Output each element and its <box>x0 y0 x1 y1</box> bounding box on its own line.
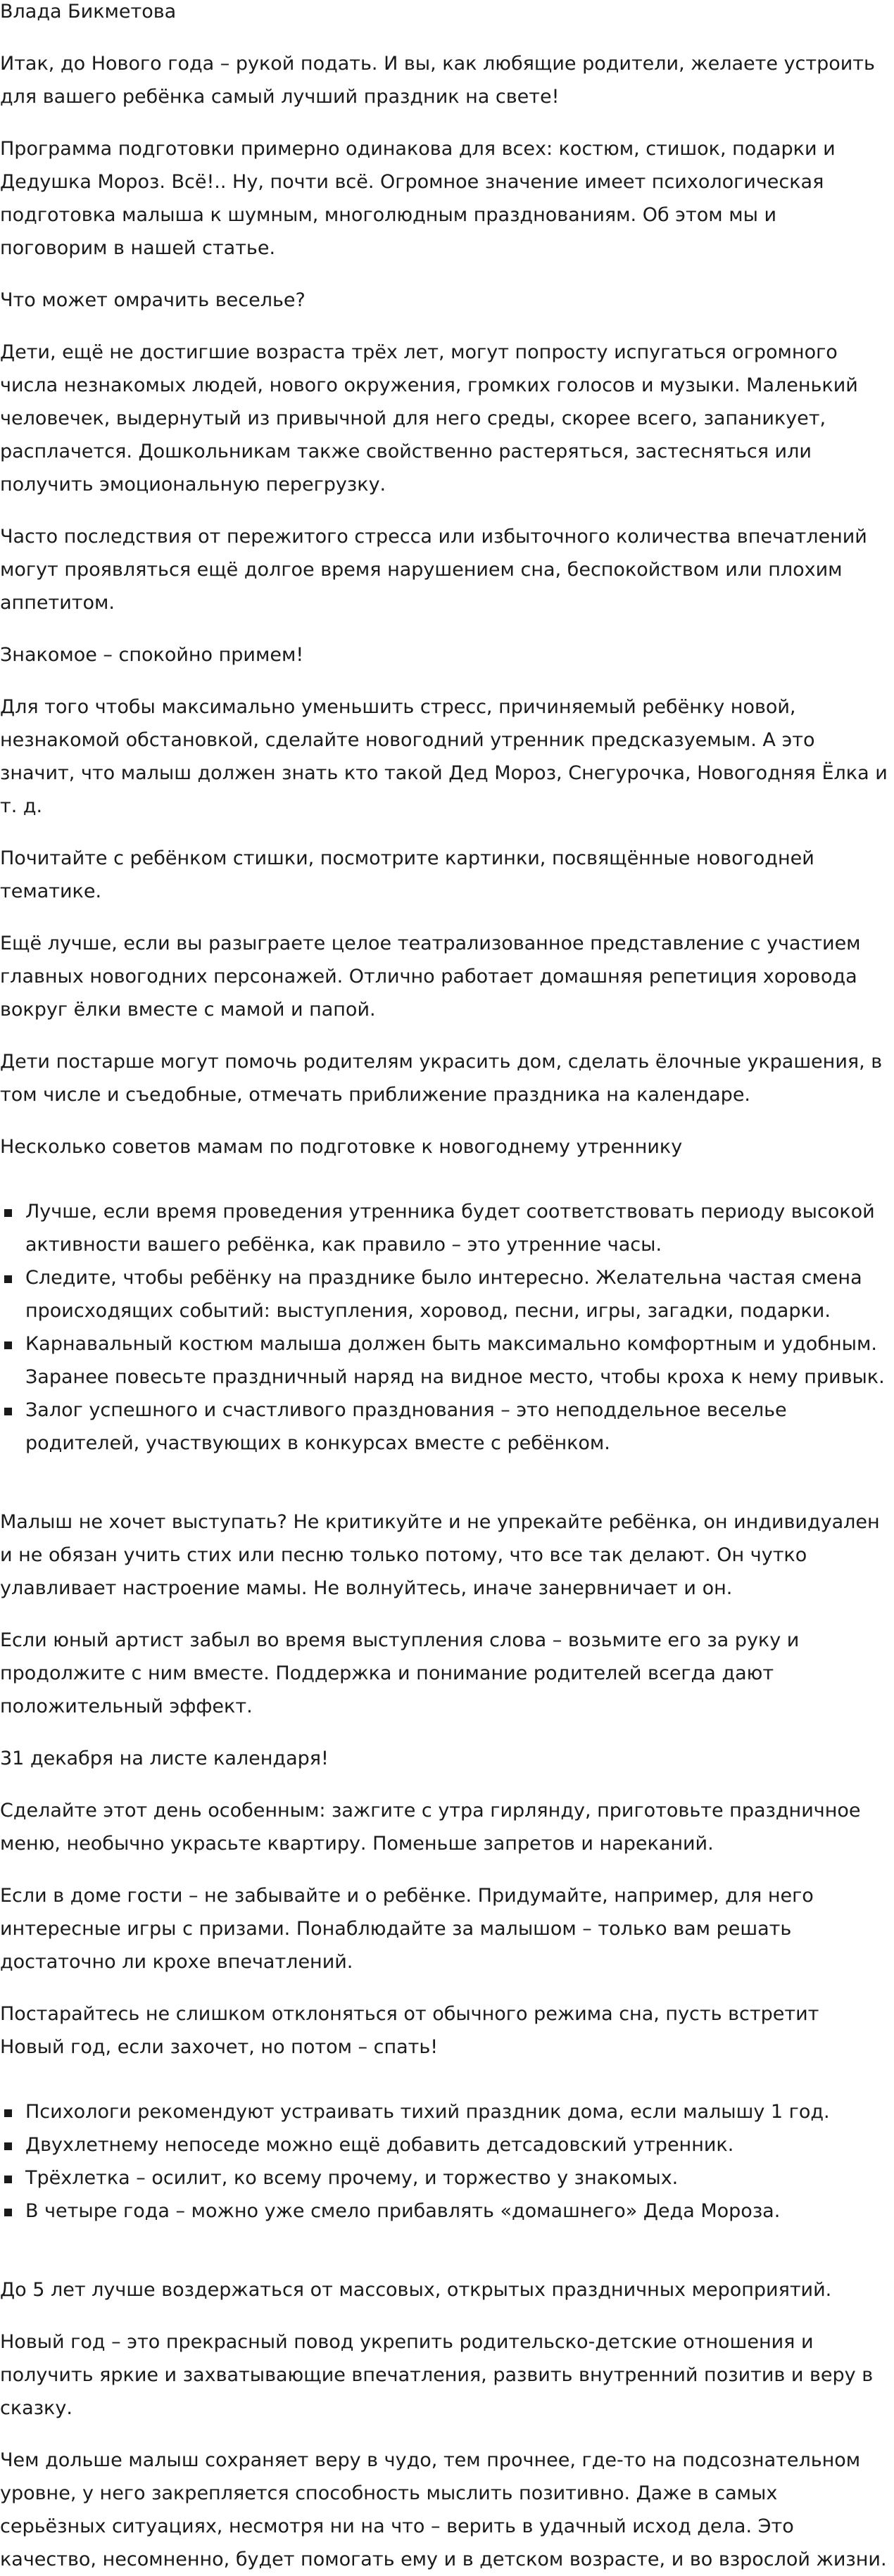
section-heading: Несколько советов мамам по подготовке к новогоднему утреннику <box>0 1136 683 1158</box>
list-item: Лучше, если время проведения утренника будет соответствовать периоду высокой активности вашего ребёнка, как правило – это утренние часы. <box>25 1195 888 1261</box>
paragraph: Программа подготовки примерно одинакова для всех: костюм, стишок, подарки и Дедушка Мороз. Всё!.. Ну, почти всё. Огромное значение имеет психологическая подготовка малыша к шумным, многолюдным празднованиям. Об этом мы и поговорим в нашей статье. <box>0 138 836 259</box>
paragraph: Если в доме гости – не забывайте и о ребёнке. Придумайте, например, для него интересные игры с призами. Понаблюдайте за малышом – только вам решать достаточно ли крохе впечатлений. <box>0 1885 814 1973</box>
paragraph: Часто последствия от пережитого стресса или избыточного количества впечатлений могут проявляться ещё долгое время нарушением сна, беспокойством или плохим аппетитом. <box>0 526 867 614</box>
list-item: Трёхлетка – осилит, ко всему прочему, и торжество у знакомых. <box>25 2161 888 2195</box>
list-item: В четыре года – можно уже смело прибавлять «домашнего» Деда Мороза. <box>25 2195 888 2228</box>
paragraph: Итак, до Нового года – рукой подать. И вы, как любящие родители, желаете устроить для вашего ребёнка самый лучший праздник на свете! <box>0 53 875 108</box>
paragraph: Постарайтесь не слишком отклоняться от обычного режима сна, пусть встретит Новый год, если захочет, но потом – спать! <box>0 2003 819 2058</box>
paragraph: Ещё лучше, если вы разыграете целое театрализованное представление с участием главных новогодних персонажей. Отлично работает домашняя репетиция хоровода вокруг ёлки вместе с мамой и папой. <box>0 933 861 1021</box>
list-item: Двухлетнему непоседе можно ещё добавить детсадовский утренник. <box>25 2128 888 2161</box>
paragraph: Новый год – это прекрасный повод укрепить родительско-детские отношения и получить яркие и захватывающие впечатления, развить внутренний позитив и веру в сказку. <box>0 2331 874 2419</box>
paragraph: Почитайте с ребёнком стишки, посмотрите картинки, посвящённые новогодней тематике. <box>0 847 814 902</box>
paragraph: До 5 лет лучше воздержаться от массовых, открытых праздничных мероприятий. <box>0 2279 832 2301</box>
paragraph: Дети, ещё не достигшие возраста трёх лет, могут попросту испугаться огромного числа незнакомых людей, нового окружения, громких голосов и музыки. Маленький человечек, выдернутый из привычной для него среды, скорее всего, запаникует, расплачется. Дошкольникам также свойственно растеряться, застесняться или получить эмоциональную перегрузку. <box>0 341 858 495</box>
list-item: Карнавальный костюм малыша должен быть максимально комфортным и удобным. Заранее повесьте праздничный наряд на видное место, чтобы кроха к нему привык. <box>25 1327 888 1394</box>
list-item: Психологи рекомендуют устраивать тихий праздник дома, если малышу 1 год. <box>25 2095 888 2128</box>
bullet-list <box>0 2095 888 2228</box>
list-item: Залог успешного и счастливого празднования – это неподдельное веселье родителей, участвующих в конкурсах вместе с ребёнком. <box>25 1394 888 1460</box>
paragraph: Для того чтобы максимально уменьшить стресс, причиняемый ребёнку новой, незнакомой обстановкой, сделайте новогодний утренник предсказуемым. А это значит, что малыш должен знать кто такой Дед Мороз, Снегурочка, Новогодняя Ёлка и т. д. <box>0 696 888 817</box>
section-heading: Знакомое – спокойно примем! <box>0 644 304 666</box>
bullet-list <box>0 1195 888 1460</box>
paragraph: Малыш не хочет выступать? Не критикуйте и не упрекайте ребёнка, он индивидуален и не обязан учить стих или песню только потому, что все так делают. Он чутко улавливает настроение мамы. Не волнуйтесь, иначе занервничает и он. <box>0 1511 880 1599</box>
paragraph: Дети постарше могут помочь родителям украсить дом, сделать ёлочные украшения, в том числе и съедобные, отмечать приближение праздника на календаре. <box>0 1051 883 1106</box>
paragraph: Сделайте этот день особенным: зажгите с утра гирлянду, приготовьте праздничное меню, необычно украсьте квартиру. Поменьше запретов и нареканий. <box>0 1800 861 1855</box>
section-heading: 31 декабря на листе календаря! <box>0 1748 329 1769</box>
paragraph: Чем дольше малыш сохраняет веру в чудо, тем прочнее, где-то на подсознательном уровне, у него закрепляется способность мыслить позитивно. Даже в самых серьёзных ситуациях, несмотря ни на что – верить в удачный исход дела. Это качество, несомненно, будет помогать ему и в детском возрасте, и во взрослой жизни. <box>0 2449 887 2570</box>
section-heading: Что может омрачить веселье? <box>0 289 306 311</box>
list-item: Следите, чтобы ребёнку на празднике было интересно. Желательна частая смена происходящих событий: выступления, хоровод, песни, игры, загадки, подарки. <box>25 1261 888 1327</box>
paragraph: Если юный артист забыл во время выступления слова – возьмите его за руку и продолжите с ним вместе. Поддержка и понимание родителей всегда дают положительный эффект. <box>0 1629 800 1717</box>
author-name: Влада Бикметова <box>0 1 177 23</box>
